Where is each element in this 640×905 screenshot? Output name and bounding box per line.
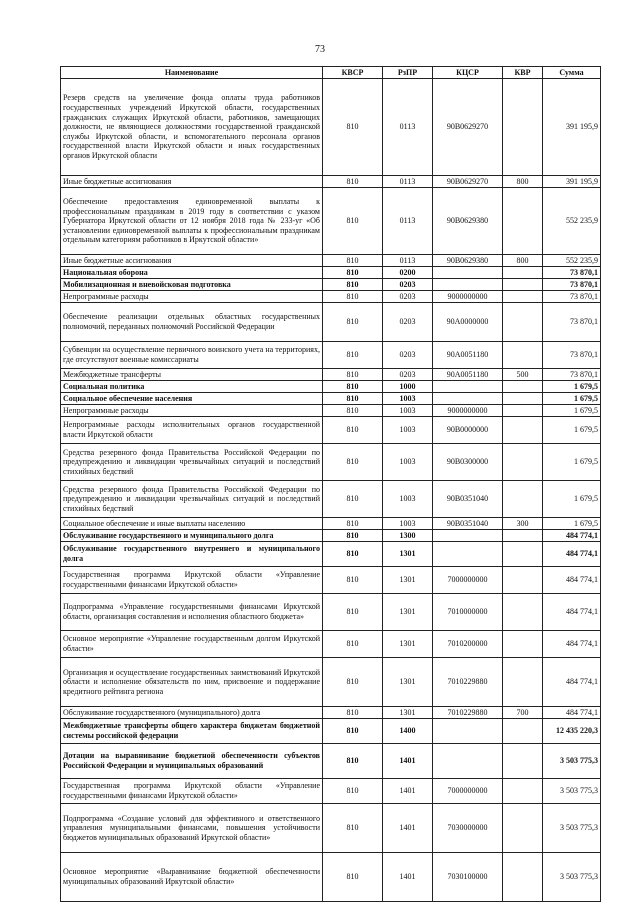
cell-kcsr: 7010229880 (433, 707, 503, 719)
header-kvsr: КВСР (323, 67, 383, 79)
cell-kvr (503, 417, 543, 444)
cell-name: Межбюджетные трансферты (61, 369, 323, 381)
cell-rzpr: 1301 (383, 542, 433, 567)
cell-kvr (503, 405, 543, 417)
cell-name: Мобилизационная и вневойсковая подготовка (61, 279, 323, 291)
cell-kvr (503, 567, 543, 594)
cell-kvr (503, 381, 543, 393)
cell-name: Государственная программа Иркутской области «Управление государственными финансами Иркутской области» (61, 567, 323, 594)
cell-sum: 484 774,1 (543, 658, 601, 707)
cell-sum: 1 679,5 (543, 393, 601, 405)
header-rzpr: РзПР (383, 67, 433, 79)
page-number: 73 (315, 44, 325, 55)
cell-sum: 484 774,1 (543, 567, 601, 594)
cell-sum: 12 435 220,3 (543, 719, 601, 744)
cell-kvr (503, 658, 543, 707)
table-row (61, 279, 601, 291)
cell-kvr (503, 303, 543, 342)
cell-kvsr: 810 (323, 719, 383, 744)
cell-kvr (503, 267, 543, 279)
cell-kcsr: 7030000000 (433, 804, 503, 853)
cell-kvsr: 810 (323, 176, 383, 188)
cell-kcsr: 90B0300000 (433, 444, 503, 481)
cell-sum: 73 870,1 (543, 291, 601, 303)
cell-kcsr (433, 267, 503, 279)
cell-rzpr: 1000 (383, 381, 433, 393)
cell-kvr: 500 (503, 369, 543, 381)
cell-name: Непрограммные расходы (61, 405, 323, 417)
cell-sum: 73 870,1 (543, 303, 601, 342)
header-name: Наименование (61, 67, 323, 79)
cell-rzpr: 0113 (383, 176, 433, 188)
cell-kvsr: 810 (323, 405, 383, 417)
cell-kvr (503, 631, 543, 658)
cell-rzpr: 1003 (383, 393, 433, 405)
header-kcsr: КЦСР (433, 67, 503, 79)
cell-name: Государственная программа Иркутской области «Управление государственными финансами Иркутской области» (61, 779, 323, 804)
table-row (61, 518, 601, 530)
cell-kvsr: 810 (323, 393, 383, 405)
cell-kvr (503, 594, 543, 631)
cell-rzpr: 0203 (383, 291, 433, 303)
cell-kcsr (433, 542, 503, 567)
cell-sum: 1 679,5 (543, 518, 601, 530)
table-row (61, 542, 601, 567)
cell-rzpr: 0203 (383, 342, 433, 369)
table-row (61, 417, 601, 444)
table-row (61, 744, 601, 779)
cell-rzpr: 1003 (383, 444, 433, 481)
cell-rzpr: 0113 (383, 79, 433, 176)
cell-name: Социальное обеспечение населения (61, 393, 323, 405)
cell-rzpr: 1003 (383, 481, 433, 518)
cell-rzpr: 0113 (383, 188, 433, 255)
cell-kvr (503, 853, 543, 902)
cell-kvr (503, 444, 543, 481)
table-row (61, 444, 601, 481)
cell-name: Основное мероприятие «Выравнивание бюджетной обеспеченности муниципальных образований Иркутской области» (61, 853, 323, 902)
cell-sum: 3 503 775,3 (543, 853, 601, 902)
cell-kcsr: 7010000000 (433, 594, 503, 631)
cell-name: Межбюджетные трансферты общего характера бюджетам бюджетной системы российской федерации (61, 719, 323, 744)
table-row (61, 530, 601, 542)
cell-kcsr: 90A0051180 (433, 342, 503, 369)
cell-kvr (503, 393, 543, 405)
cell-name: Социальное обеспечение и иные выплаты населению (61, 518, 323, 530)
cell-kcsr (433, 530, 503, 542)
cell-kvsr: 810 (323, 481, 383, 518)
cell-kvsr: 810 (323, 658, 383, 707)
cell-kcsr: 7000000000 (433, 779, 503, 804)
cell-kvr (503, 744, 543, 779)
cell-name: Подпрограмма «Управление государственными финансами Иркутской области, организация составления и исполнения областного бюджета» (61, 594, 323, 631)
cell-rzpr: 1401 (383, 804, 433, 853)
table-row (61, 369, 601, 381)
cell-sum: 1 679,5 (543, 381, 601, 393)
table-row (61, 658, 601, 707)
cell-sum: 3 503 775,3 (543, 744, 601, 779)
cell-kvsr: 810 (323, 631, 383, 658)
table-row (61, 707, 601, 719)
cell-kvsr: 810 (323, 255, 383, 267)
cell-rzpr: 1301 (383, 707, 433, 719)
cell-sum: 73 870,1 (543, 342, 601, 369)
cell-sum: 3 503 775,3 (543, 779, 601, 804)
cell-name: Организация и осуществление государственных заимствований Иркутской области и исполнение обязательств по ним, присвоение и поддержание кредитного рейтинга региона (61, 658, 323, 707)
cell-sum: 73 870,1 (543, 279, 601, 291)
cell-kcsr: 90B0351040 (433, 481, 503, 518)
cell-rzpr: 0200 (383, 267, 433, 279)
cell-name: Средства резервного фонда Правительства Российской Федерации по предупреждению и ликвидации чрезвычайных ситуаций и последствий стихийных бедствий (61, 444, 323, 481)
header-sum: Сумма (543, 67, 601, 79)
cell-name: Национальная оборона (61, 267, 323, 279)
cell-sum: 484 774,1 (543, 542, 601, 567)
cell-name: Обслуживание государственного (муниципального) долга (61, 707, 323, 719)
cell-kvr (503, 719, 543, 744)
cell-name: Обеспечение предоставления единовременной выплаты к профессиональным праздникам в 2019 году в соответствии с указом Губернатора Иркутской области от 12 ноября 2018 года № 233-уг «Об установлении единовременной выплаты к профессиональным праздникам отдельным категориям работников в Иркутской области» (61, 188, 323, 255)
cell-kcsr (433, 719, 503, 744)
table-row (61, 594, 601, 631)
cell-kcsr: 90A0000000 (433, 303, 503, 342)
table-row (61, 719, 601, 744)
cell-kvr: 300 (503, 518, 543, 530)
cell-rzpr: 1003 (383, 417, 433, 444)
cell-kvr (503, 291, 543, 303)
cell-sum: 1 679,5 (543, 417, 601, 444)
cell-kvr: 800 (503, 176, 543, 188)
cell-rzpr: 1401 (383, 853, 433, 902)
cell-kvr: 700 (503, 707, 543, 719)
cell-name: Непрограммные расходы исполнительных органов государственной власти Иркутской области (61, 417, 323, 444)
cell-kvsr: 810 (323, 303, 383, 342)
cell-kcsr: 90B0629270 (433, 176, 503, 188)
cell-sum: 484 774,1 (543, 631, 601, 658)
cell-name: Подпрограмма «Создание условий для эффективного и ответственного управления муниципальными финансами, повышения устойчивости бюджетов муниципальных образований Иркутской области» (61, 804, 323, 853)
table-row (61, 804, 601, 853)
cell-sum: 391 195,9 (543, 176, 601, 188)
cell-kvr (503, 279, 543, 291)
cell-kcsr (433, 381, 503, 393)
cell-rzpr: 1301 (383, 567, 433, 594)
cell-kvsr: 810 (323, 279, 383, 291)
cell-sum: 552 235,9 (543, 255, 601, 267)
cell-rzpr: 1301 (383, 631, 433, 658)
cell-kvsr: 810 (323, 594, 383, 631)
cell-sum: 1 679,5 (543, 481, 601, 518)
table-row (61, 481, 601, 518)
cell-kvsr: 810 (323, 518, 383, 530)
cell-sum: 3 503 775,3 (543, 804, 601, 853)
cell-kvr (503, 342, 543, 369)
cell-kvsr: 810 (323, 188, 383, 255)
cell-kvsr: 810 (323, 79, 383, 176)
table-row (61, 255, 601, 267)
table-row (61, 342, 601, 369)
cell-name: Обеспечение реализации отдельных областных государственных полномочий, переданных полномочий Российской Федерации (61, 303, 323, 342)
cell-kvsr: 810 (323, 542, 383, 567)
cell-kvsr: 810 (323, 567, 383, 594)
table-body (61, 79, 601, 902)
cell-kvsr: 810 (323, 291, 383, 303)
table-row (61, 567, 601, 594)
cell-kvsr: 810 (323, 744, 383, 779)
cell-kvsr: 810 (323, 381, 383, 393)
cell-kvr (503, 804, 543, 853)
cell-rzpr: 0203 (383, 303, 433, 342)
cell-sum: 73 870,1 (543, 369, 601, 381)
cell-rzpr: 1400 (383, 719, 433, 744)
budget-table (60, 66, 601, 902)
cell-kcsr: 7000000000 (433, 567, 503, 594)
cell-kvsr: 810 (323, 779, 383, 804)
header-kvr: КВР (503, 67, 543, 79)
cell-name: Иные бюджетные ассигнования (61, 255, 323, 267)
cell-name: Обслуживание государственного внутреннего и муниципального долга (61, 542, 323, 567)
cell-kvsr: 810 (323, 707, 383, 719)
cell-kvsr: 810 (323, 417, 383, 444)
cell-kcsr: 90B0629380 (433, 188, 503, 255)
cell-kvr (503, 79, 543, 176)
cell-sum: 484 774,1 (543, 707, 601, 719)
cell-rzpr: 1401 (383, 779, 433, 804)
cell-kvsr: 810 (323, 444, 383, 481)
cell-sum: 484 774,1 (543, 594, 601, 631)
cell-name: Социальная политика (61, 381, 323, 393)
cell-sum: 73 870,1 (543, 267, 601, 279)
table-row (61, 176, 601, 188)
table-row (61, 381, 601, 393)
table-row (61, 291, 601, 303)
cell-kcsr: 90B0629270 (433, 79, 503, 176)
cell-kcsr: 90B0351040 (433, 518, 503, 530)
cell-kvsr: 810 (323, 853, 383, 902)
cell-kvsr: 810 (323, 804, 383, 853)
table-row (61, 853, 601, 902)
cell-name: Субвенции на осуществление первичного воинского учета на территориях, где отсутствуют военные комиссариаты (61, 342, 323, 369)
cell-rzpr: 0203 (383, 279, 433, 291)
cell-kvsr: 810 (323, 267, 383, 279)
cell-rzpr: 1003 (383, 405, 433, 417)
cell-sum: 484 774,1 (543, 530, 601, 542)
cell-sum: 1 679,5 (543, 405, 601, 417)
cell-kcsr: 90A0051180 (433, 369, 503, 381)
cell-name: Дотации на выравнивание бюджетной обеспеченности субъектов Российской Федерации и муниципальных образований (61, 744, 323, 779)
cell-kvsr: 810 (323, 369, 383, 381)
cell-kcsr: 90B0629380 (433, 255, 503, 267)
cell-kcsr: 7030100000 (433, 853, 503, 902)
cell-kcsr: 9000000000 (433, 405, 503, 417)
cell-kcsr: 90B0000000 (433, 417, 503, 444)
cell-rzpr: 1301 (383, 658, 433, 707)
cell-name: Непрограммные расходы (61, 291, 323, 303)
cell-kvr (503, 481, 543, 518)
cell-name: Основное мероприятие «Управление государственным долгом Иркутской области» (61, 631, 323, 658)
table-row (61, 405, 601, 417)
table-row (61, 779, 601, 804)
cell-name: Иные бюджетные ассигнования (61, 176, 323, 188)
cell-kcsr: 7010229880 (433, 658, 503, 707)
table-row (61, 303, 601, 342)
cell-kvr (503, 779, 543, 804)
table-row (61, 631, 601, 658)
cell-kcsr (433, 279, 503, 291)
cell-kvr (503, 530, 543, 542)
cell-rzpr: 1301 (383, 594, 433, 631)
cell-kvr (503, 188, 543, 255)
cell-sum: 552 235,9 (543, 188, 601, 255)
cell-rzpr: 1003 (383, 518, 433, 530)
table-row (61, 79, 601, 176)
cell-kcsr (433, 393, 503, 405)
cell-name: Обслуживание государственного и муниципального долга (61, 530, 323, 542)
table-row (61, 393, 601, 405)
table-header-row (61, 67, 601, 79)
cell-kvsr: 810 (323, 342, 383, 369)
cell-rzpr: 1300 (383, 530, 433, 542)
cell-sum: 391 195,9 (543, 79, 601, 176)
table-row (61, 267, 601, 279)
cell-rzpr: 0113 (383, 255, 433, 267)
cell-sum: 1 679,5 (543, 444, 601, 481)
cell-kvr (503, 542, 543, 567)
cell-rzpr: 1401 (383, 744, 433, 779)
cell-rzpr: 0203 (383, 369, 433, 381)
cell-name: Резерв средств на увеличение фонда оплаты труда работников государственных учреждений Иркутской области, государственных гражданских служащих Иркутской области, работников, замещающих должности, не являющиеся должностями государственной гражданской службы Иркутской области, и вспомогательного персонала органов государственной власти Иркутской области и иных государственных органов Иркутской области (61, 79, 323, 176)
cell-kvr: 800 (503, 255, 543, 267)
cell-kvsr: 810 (323, 530, 383, 542)
table-row (61, 188, 601, 255)
cell-kcsr: 9000000000 (433, 291, 503, 303)
cell-name: Средства резервного фонда Правительства Российской Федерации по предупреждению и ликвидации чрезвычайных ситуаций и последствий стихийных бедствий (61, 481, 323, 518)
cell-kcsr (433, 744, 503, 779)
cell-kcsr: 7010200000 (433, 631, 503, 658)
